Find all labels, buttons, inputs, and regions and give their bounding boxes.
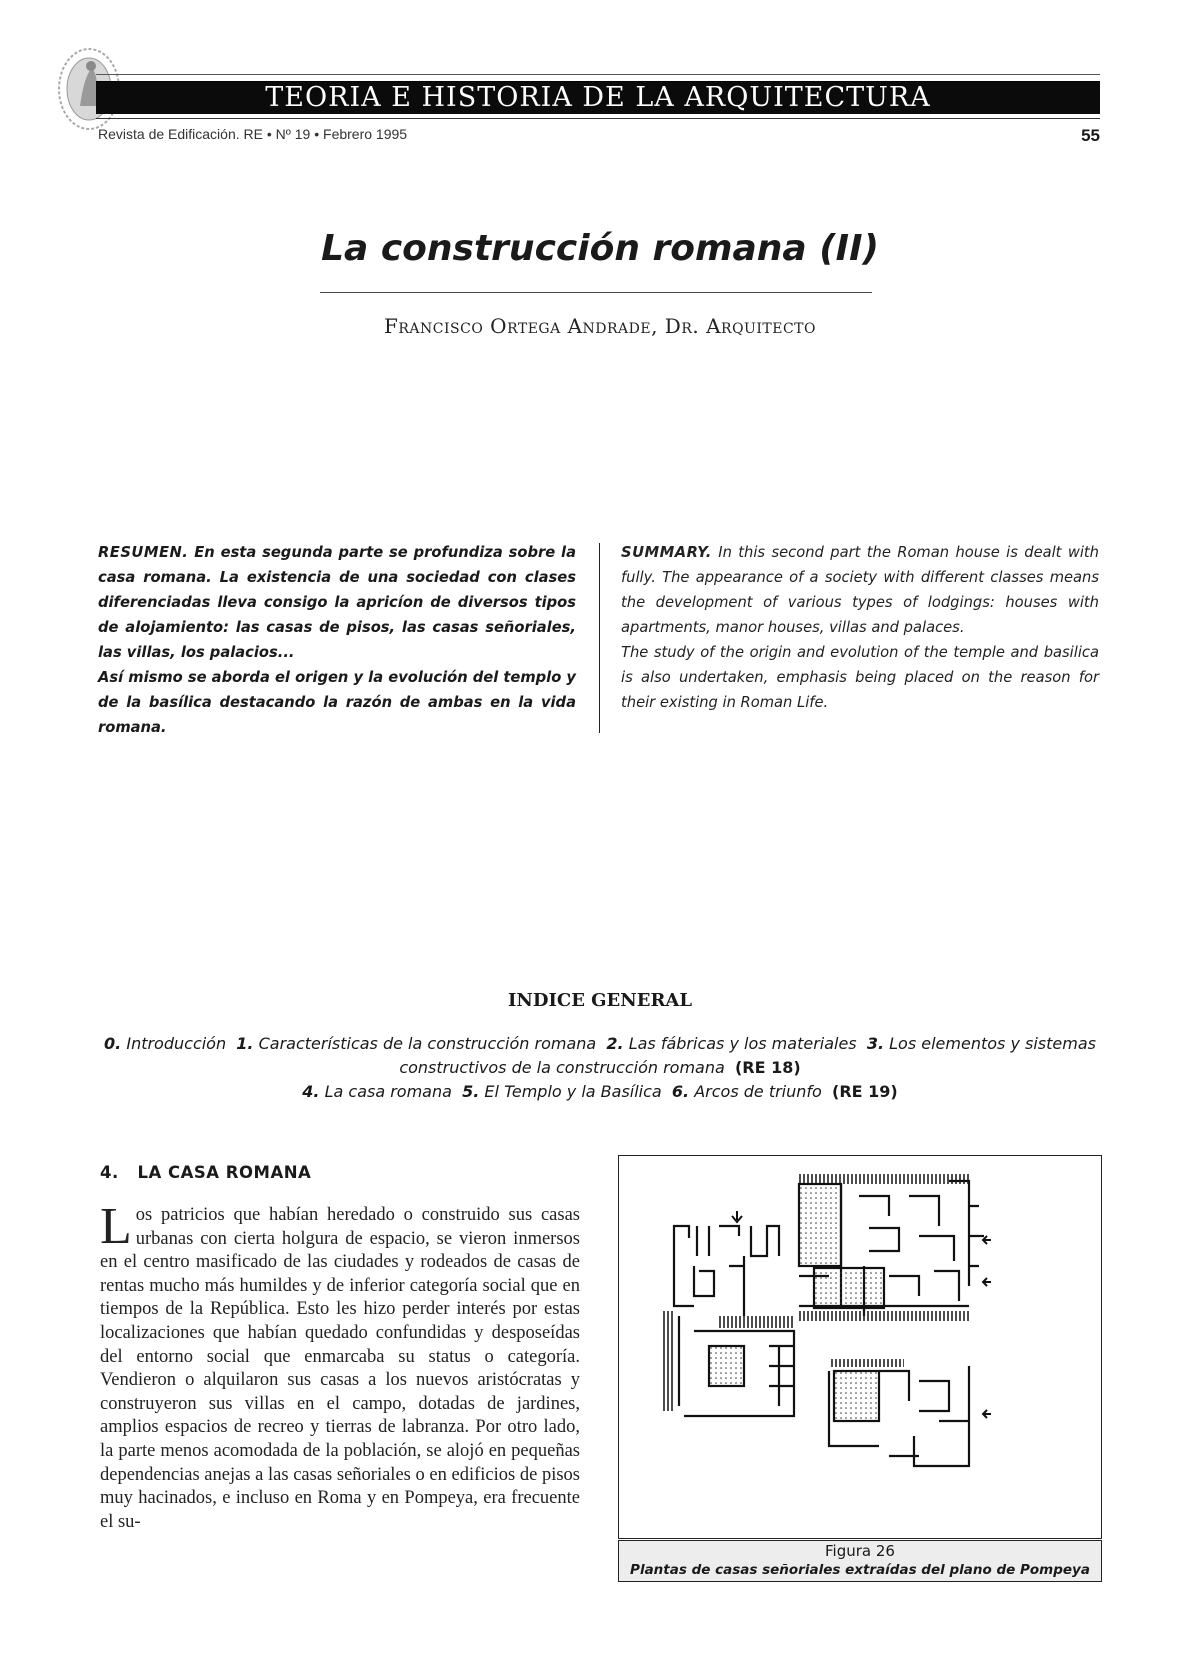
summary-text: In this second part the Roman house is dealt with fully. The appearance of a society with different classes means the development of various types of lodgings: houses with apartments, manor houses, villas and palaces.: [621, 544, 1099, 636]
index-heading: INDICE GENERAL: [507, 990, 693, 1011]
figure-number: Figura 26: [825, 1542, 895, 1560]
index-ref: (RE 19): [832, 1082, 898, 1101]
summary-label: SUMMARY.: [621, 544, 712, 561]
resumen-block: [98, 540, 576, 740]
author-line: Francisco Ortega Andrade, Dr. Arquitecto: [384, 314, 816, 338]
title-underline: [320, 292, 872, 293]
drop-cap: L: [100, 1198, 132, 1255]
index-list: [100, 1032, 1100, 1104]
index-item: 2. Las fábricas y los materiales: [606, 1034, 857, 1053]
summary-text-2: The study of the origin and evolution of the temple and basilica is also undertaken, emphasis being placed on the reason for their existing in Roman Life.: [621, 644, 1099, 711]
index-item: 3. Los elementos y sistemas constructivos de la construcción romana: [399, 1034, 1096, 1077]
index-item: 1. Características de la construcción romana: [236, 1034, 597, 1053]
index-item: 0. Introducción: [104, 1034, 227, 1053]
index-item: 6. Arcos de triunfo: [671, 1082, 822, 1101]
article-title: La construcción romana (II): [321, 228, 879, 269]
figure-caption: [618, 1540, 1102, 1582]
resumen-label: RESUMEN.: [98, 544, 189, 561]
header-rule: [96, 74, 1100, 75]
body-text: os patricios que habían heredado o construido sus casas urbanas con cierta holgura de espacio, se vieron inmersos en el centro masificado de las ciudades y rodeados de casas de rentas mucho más humildes y de inferior categoría social que en tiempos de la República. Esto les hizo perder interés por estas localizaciones que habían quedado confundidas y desposeídas del entorno social que enmarcaba su status o categoría. Vendieron o alquilaron sus casas a los nuevos aristócratas y construyeron sus villas en el campo, dotadas de jardines, amplios espacios de recreo y tierras de labranza. Por otro lado, la parte menos acomodada de la población, se alojó en pequeñas dependencias anejas a las casas señoriales o en edificios de pisos muy hacinados, e incluso en Roma y en Pompeya, era frecuente el su-: [100, 1205, 580, 1532]
figure-caption-text: Plantas de casas señoriales extraídas del plano de Pompeya: [630, 1562, 1090, 1578]
floor-plan-figure: [619, 1156, 1099, 1536]
summary-block: [621, 540, 1099, 715]
journal-citation: Revista de Edificación. RE • Nº 19 • Febrero 1995: [98, 126, 408, 142]
page-number: 55: [1081, 126, 1100, 145]
resumen-text: En esta segunda parte se profundiza sobre la casa romana. La existencia de una sociedad con clases diferenciadas lleva consigo la apricíon de diversos tipos de alojamiento: las casas de pisos, las casas señoriales, las villas, los palacios...: [98, 544, 576, 661]
abstract-divider: [599, 543, 600, 733]
index-ref: (RE 18): [734, 1058, 801, 1077]
index-item: 4. La casa romana: [302, 1082, 452, 1101]
index-item: 5. El Templo y la Basílica: [462, 1082, 662, 1101]
section-heading: 4. LA CASA ROMANA: [100, 1163, 312, 1182]
section-banner: TEORIA E HISTORIA DE LA ARQUITECTURA: [96, 81, 1100, 114]
header-rule: [96, 118, 1100, 119]
section-body: [100, 1198, 580, 1534]
resumen-text-2: Así mismo se aborda el origen y la evolución del templo y de la basílica destacando la razón de ambas en la vida romana.: [98, 669, 576, 736]
